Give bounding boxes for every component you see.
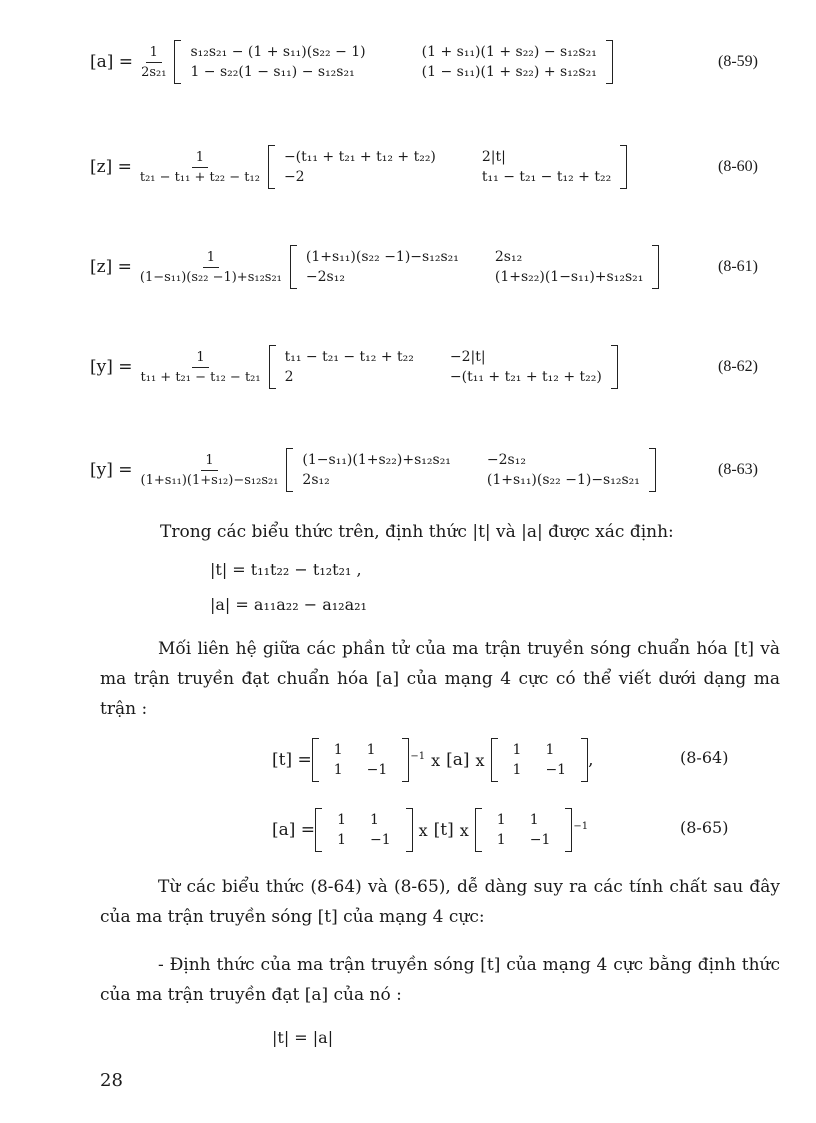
matrix-cell: 2s₁₂ (302, 472, 330, 488)
matrix-cell: 1 (496, 832, 506, 848)
matrix-cell: 1 (496, 812, 506, 828)
page-number: 28 (100, 1070, 123, 1091)
matrix-cell: (1+s₁₁)(s₂₂ −1)−s₁₂s₂₁ (305, 249, 459, 265)
equation-lhs: [z] = (90, 157, 132, 177)
matrix-cell: 1 (512, 762, 522, 778)
matrix-cell: 1 (333, 762, 343, 778)
times-operator: x (475, 750, 485, 770)
fraction-numerator: 1 (192, 350, 208, 368)
equation-8-62 (90, 345, 770, 389)
equation-number: (8-61) (718, 258, 758, 275)
times-operator: x (418, 820, 428, 840)
matrix-cell: −2|t| (449, 349, 486, 365)
trailing-comma: , (588, 750, 594, 770)
matrix-cell: −2s₁₂ (486, 452, 526, 468)
matrix-cell: (1+s₂₂)(1−s₁₁)+s₁₂s₂₁ (494, 269, 644, 285)
matrix-cell: 1 (337, 832, 346, 848)
equation-8-63 (90, 448, 770, 492)
equation-lhs: [a] = (90, 52, 134, 72)
equation-lhs: [y] = (90, 460, 133, 480)
equation-matrix (475, 808, 573, 852)
equation-fraction (137, 453, 283, 488)
equation-matrix (286, 448, 655, 492)
equation-matrix (290, 245, 659, 289)
equation-matrix (269, 345, 618, 389)
matrix-cell: 1 (512, 742, 522, 758)
fraction-denominator: (1+s₁₁)(1+s₁₂)−s₁₂s₂₁ (140, 472, 279, 488)
times-operator: x (459, 820, 469, 840)
matrix-symbol: [t] (433, 820, 454, 840)
equation-8-60 (90, 145, 770, 189)
matrix-cell: −1 (369, 832, 391, 848)
equation-matrix (268, 145, 627, 189)
matrix-cell: (1+s₁₁)(s₂₂ −1)−s₁₂s₂₁ (486, 472, 640, 488)
fraction-numerator: 1 (192, 150, 208, 168)
fraction-denominator: t₁₁ + t₂₁ − t₁₂ − t₂₁ (140, 369, 261, 385)
fraction-numerator: 1 (203, 250, 219, 268)
matrix-cell: −1 (529, 832, 551, 848)
inverse-exponent: −1 (410, 750, 426, 762)
equation-fraction (137, 350, 265, 385)
equation-number: (8-60) (718, 158, 758, 175)
fraction-denominator: (1−s₁₁)(s₂₂ −1)+s₁₂s₂₁ (139, 269, 282, 285)
equation-number: (8-63) (718, 461, 758, 478)
equation-number: (8-62) (718, 358, 758, 375)
paragraph-determinant: - Định thức của ma trận truyền sóng [t] của mạng 4 cực bằng định thức của ma trận truyền đạt [a] của nó : (100, 955, 780, 1005)
matrix-cell: 1 (337, 812, 346, 828)
paragraph-properties: Từ các biểu thức (8-64) và (8-65), dễ dàng suy ra các tính chất sau đây của ma trận truyền sóng [t] của mạng 4 cực: (100, 877, 780, 927)
equation-matrix (312, 738, 410, 782)
equation-lhs: [y] = (90, 357, 133, 377)
equation-matrix (491, 738, 589, 782)
equation-matrix (174, 40, 612, 84)
equation-8-59 (90, 40, 770, 84)
equation-number: (8-65) (680, 818, 729, 837)
matrix-cell: t₁₁ − t₂₁ − t₁₂ + t₂₂ (481, 169, 612, 185)
matrix-cell: −1 (545, 762, 567, 778)
fraction-numerator: 1 (201, 453, 217, 471)
equation-lhs: [z] = (90, 257, 132, 277)
equation-fraction (136, 150, 264, 185)
matrix-cell: 1 (545, 742, 555, 758)
determinant-t: |t| = t₁₁t₂₂ − t₁₂t₂₁ , (210, 560, 362, 579)
matrix-cell: 1 (366, 742, 376, 758)
matrix-cell: (1 + s₁₁)(1 + s₂₂) − s₁₂s₂₁ (421, 44, 597, 60)
matrix-cell: 1 (333, 742, 343, 758)
matrix-cell: −(t₁₁ + t₂₁ + t₁₂ + t₂₂) (449, 369, 602, 385)
equation-fraction (137, 45, 170, 80)
fraction-denominator: 2s₂₁ (141, 64, 167, 80)
matrix-cell: −2s₁₂ (305, 269, 345, 285)
matrix-cell: 1 − s₂₂(1 − s₁₁) − s₁₂s₂₁ (190, 64, 355, 80)
equation-lhs: [t] = (272, 750, 312, 770)
equation-matrix (315, 808, 413, 852)
matrix-cell: 2s₁₂ (494, 249, 523, 265)
equation-number: (8-59) (718, 53, 758, 70)
matrix-symbol: [a] (446, 750, 470, 770)
fraction-numerator: 1 (146, 45, 162, 63)
matrix-cell: 1 (369, 812, 379, 828)
equation-8-65 (272, 808, 588, 852)
matrix-cell: 2|t| (481, 149, 506, 165)
determinant-equality: |t| = |a| (272, 1028, 334, 1047)
matrix-cell: 1 (529, 812, 539, 828)
matrix-cell: s₁₂s₂₁ − (1 + s₁₁)(s₂₂ − 1) (190, 44, 366, 60)
matrix-cell: 2 (284, 369, 294, 385)
determinant-a: |a| = a₁₁a₂₂ − a₁₂a₂₁ (210, 595, 367, 614)
equation-lhs: [a] = (272, 820, 316, 840)
matrix-cell: −1 (366, 762, 388, 778)
equation-number: (8-64) (680, 748, 729, 767)
equation-8-61 (90, 245, 770, 289)
matrix-cell: −(t₁₁ + t₂₁ + t₁₂ + t₂₂) (283, 149, 436, 165)
intro-text: Trong các biểu thức trên, định thức |t| và |a| được xác định: (160, 522, 674, 542)
equation-fraction (136, 250, 286, 285)
inverse-exponent: −1 (573, 820, 589, 832)
matrix-cell: (1−s₁₁)(1+s₂₂)+s₁₂s₂₁ (302, 452, 451, 468)
matrix-cell: t₁₁ − t₂₁ − t₁₂ + t₂₂ (284, 349, 414, 365)
fraction-denominator: t₂₁ − t₁₁ + t₂₂ − t₁₂ (139, 169, 260, 185)
matrix-cell: (1 − s₁₁)(1 + s₂₂) + s₁₂s₂₁ (421, 64, 597, 80)
equation-8-64 (272, 738, 594, 782)
matrix-cell: −2 (283, 169, 305, 185)
times-operator: x (431, 750, 441, 770)
paragraph-relation: Mối liên hệ giữa các phần tử của ma trận truyền sóng chuẩn hóa [t] và ma trận truyền đạt chuẩn hóa [a] của mạng 4 cực có thể viết dưới dạng ma trận : (100, 639, 780, 719)
